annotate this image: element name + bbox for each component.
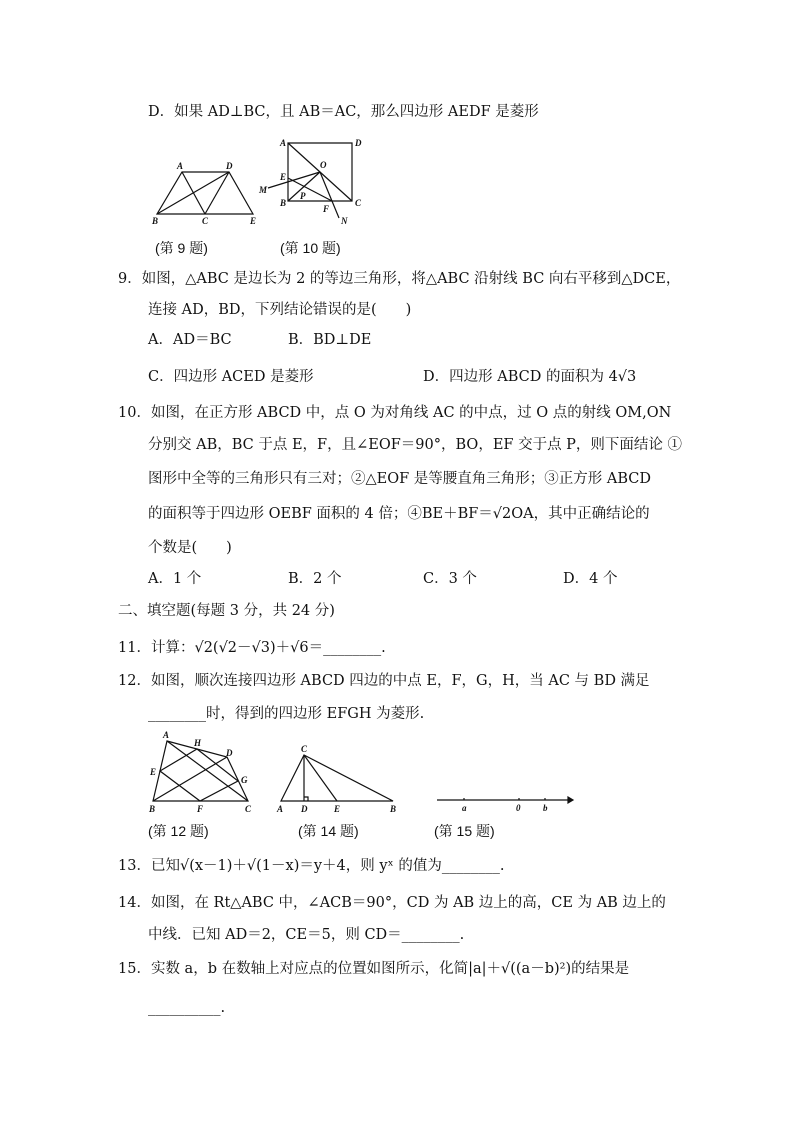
q9-option-d: D．四边形 ABCD 的面积为 4√3 <box>423 369 637 385</box>
fig12-caption: (第 12 题) <box>148 823 209 839</box>
q9-line1: 9．如图，△ABC 是边长为 2 的等边三角形，将△ABC 沿射线 BC 向右平移到△DCE， <box>118 271 681 287</box>
fig15-label: b <box>543 803 548 813</box>
q13: 13．已知√(x－1)＋√(1－x)＝y＋4，则 yˣ 的值为________. <box>118 858 505 874</box>
q14-line2: 中线．已知 AD＝2，CE＝5，则 CD＝________. <box>148 927 465 943</box>
fig14-label: B <box>390 804 397 814</box>
q8-option-d: D．如果 AD⊥BC，且 AB＝AC，那么四边形 AEDF 是菱形 <box>148 104 539 120</box>
q9-option-c: C．四边形 ACED 是菱形 <box>148 369 314 385</box>
figure-9 <box>151 161 256 226</box>
fig14-label: E <box>334 804 341 814</box>
fig12-label: B <box>149 804 156 814</box>
fig10-label: B <box>280 198 287 208</box>
fig14-caption: (第 14 题) <box>298 823 359 839</box>
q10-line5: 个数是( ) <box>148 540 232 556</box>
fig9-caption: (第 9 题) <box>155 240 208 256</box>
fig10-om <box>268 172 320 188</box>
fig12-label: C <box>245 804 252 814</box>
fig9-dc <box>205 172 229 214</box>
fig12-label: F <box>197 804 204 814</box>
q14-line1: 14．如图，在 Rt△ABC 中，∠ACB＝90°，CD 为 AB 边上的高，CE 为 AB 边上的 <box>118 895 666 911</box>
q10-line2: 分别交 AB，BC 于点 E，F，且∠EOF＝90°，BO，EF 交于点 P，则下面结论 ① <box>148 437 683 453</box>
fig12-ac <box>167 741 248 801</box>
q15-line2: __________. <box>148 1000 226 1016</box>
fig12-label: E <box>150 767 157 777</box>
fig10-label: P <box>300 191 306 201</box>
fig9-label: B <box>152 216 159 226</box>
fig14-label: A <box>277 804 284 814</box>
fig10-label: M <box>259 185 268 195</box>
fig10-label: C <box>355 198 362 208</box>
q9-option-b: B．BD⊥DE <box>288 332 372 348</box>
fig9-label: A <box>177 161 184 171</box>
fig12-label: A <box>163 730 170 740</box>
fig9-bd <box>157 172 229 214</box>
fig12-label: D <box>226 748 233 758</box>
fig12-label: H <box>194 738 202 748</box>
figure-14 <box>276 744 396 814</box>
fig12-label: G <box>241 775 248 785</box>
fig9-label: E <box>250 216 257 226</box>
fig10-label: E <box>280 172 287 182</box>
fig10-label: A <box>280 138 287 148</box>
fig9-label: D <box>226 161 233 171</box>
fig15-caption: (第 15 题) <box>434 823 495 839</box>
fig15-label: a <box>462 803 467 813</box>
fig10-label: F <box>323 204 330 214</box>
q9-line2: 连接 AD，BD，下列结论错误的是( ) <box>148 302 412 318</box>
fig10-label: N <box>341 216 348 226</box>
q10-option-a: A．1 个 <box>148 571 202 587</box>
fig14-label: C <box>301 744 308 754</box>
q9-option-a: A．AD＝BC <box>148 332 232 348</box>
q10-option-d: D．4 个 <box>563 571 618 587</box>
fig14-ce <box>304 755 337 801</box>
q12-line2: ________时，得到的四边形 EFGH 为菱形. <box>148 706 425 722</box>
q15-line1: 15．实数 a，b 在数轴上对应点的位置如图所示，化简|a|＋√((a－b)²)的结果是 <box>118 961 630 977</box>
fig14-triangle <box>281 755 393 801</box>
q10-option-b: B．2 个 <box>288 571 342 587</box>
q10-line4: 的面积等于四边形 OEBF 面积的 4 倍；④BE＋BF＝√2OA，其中正确结论的 <box>148 506 650 522</box>
figure-15-number-line <box>437 797 573 813</box>
figure-12 <box>148 730 252 814</box>
q10-line3: 图形中全等的三角形只有三对；②△EOF 是等腰直角三角形；③正方形 ABCD <box>148 471 652 487</box>
figure-10 <box>258 138 362 226</box>
q12-line1: 12．如图，顺次连接四边形 ABCD 四边的中点 E，F，G，H，当 AC 与 BD 满足 <box>118 673 650 689</box>
fig14-label: D <box>301 804 308 814</box>
section-title: 二、填空题(每题 3 分，共 24 分) <box>118 603 335 619</box>
q10-line1: 10．如图，在正方形 ABCD 中，点 O 为对角线 AC 的中点，过 O 点的射线 OM,ON <box>118 405 672 421</box>
fig10-label: D <box>355 138 362 148</box>
q11: 11．计算：√2(√2－√3)＋√6＝________. <box>118 640 386 656</box>
fig9-outline <box>157 172 253 214</box>
fig9-label: C <box>202 216 209 226</box>
fig10-label: O <box>320 160 327 170</box>
arrow-icon <box>568 797 573 803</box>
q10-option-c: C．3 个 <box>423 571 477 587</box>
fig10-caption: (第 10 题) <box>280 240 341 256</box>
fig15-label: 0 <box>516 803 521 813</box>
